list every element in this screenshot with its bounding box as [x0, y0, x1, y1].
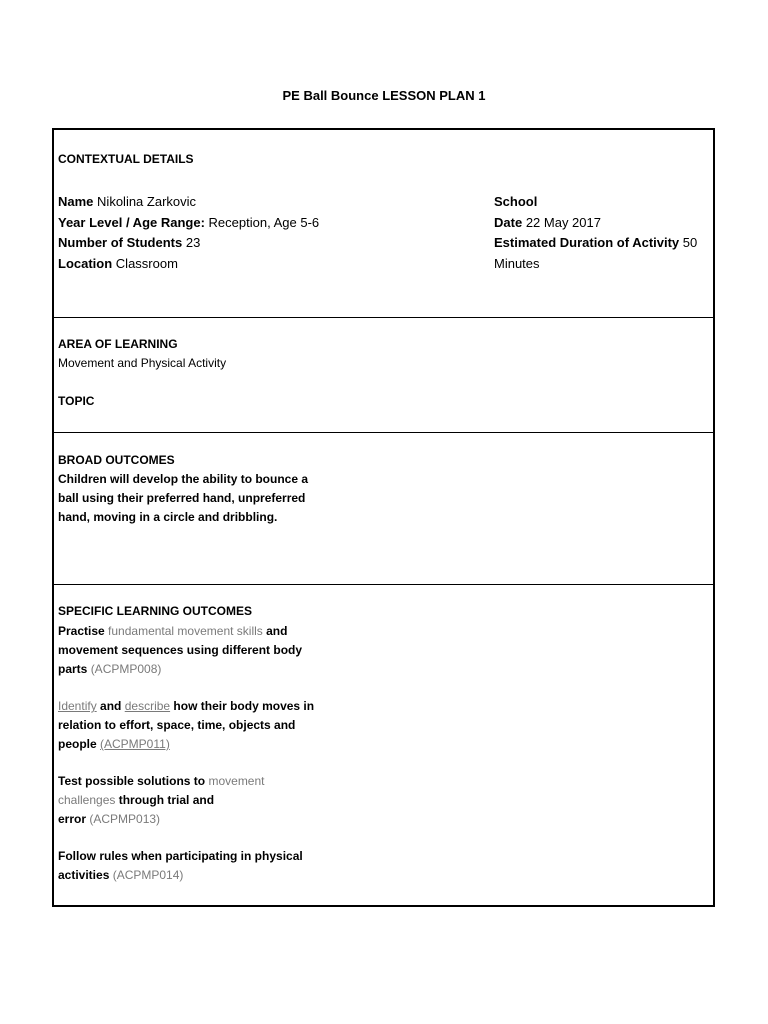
broad-outcomes-line: ball using their preferred hand, unpreferred — [58, 491, 306, 505]
date-row — [494, 213, 714, 234]
contextual-details-heading: CONTEXTUAL DETAILS — [58, 152, 194, 166]
outcome-item — [58, 772, 343, 829]
broad-outcomes-section — [54, 433, 713, 585]
location-value: Classroom — [115, 255, 178, 271]
outcome-text: error — [58, 812, 90, 826]
outcome-line — [58, 735, 343, 754]
outcome-text: parts — [58, 662, 91, 676]
students-value: 23 — [185, 235, 201, 250]
broad-outcomes-heading: BROAD OUTCOMES — [58, 453, 175, 467]
year-level-row — [58, 213, 319, 234]
contextual-right-column — [494, 192, 714, 274]
date-label: Date — [494, 214, 523, 230]
name-value: Nikolina Zarkovic — [97, 194, 197, 209]
outcome-line — [58, 772, 343, 791]
duration-value: 50 — [682, 235, 698, 250]
document-title: PE Ball Bounce LESSON PLAN 1 — [282, 88, 486, 103]
contextual-details-section — [54, 130, 713, 318]
code-acpmp013-link[interactable]: (ACPMP013) — [89, 812, 161, 826]
outcome-item — [58, 697, 343, 754]
outcome-text: people — [58, 737, 101, 751]
location-row — [58, 254, 319, 275]
specific-outcomes-section — [54, 585, 713, 905]
outcome-text: through trial and — [115, 793, 215, 807]
area-of-learning-value: Movement and Physical Activity — [58, 356, 227, 370]
topic-heading: TOPIC — [58, 394, 95, 408]
outcome-line — [58, 622, 343, 641]
name-row — [58, 192, 319, 213]
outcome-line — [58, 791, 343, 810]
duration-unit: Minutes — [494, 255, 540, 271]
specific-outcomes-heading: SPECIFIC LEARNING OUTCOMES — [58, 604, 253, 618]
code-acpmp011-link[interactable]: (ACPMP011) — [100, 737, 170, 751]
duration-label: Estimated Duration of Activity — [494, 235, 680, 250]
contextual-left-column — [58, 192, 319, 274]
outcome-line: relation to effort, space, time, objects and — [58, 718, 296, 732]
students-row — [58, 233, 319, 254]
code-acpmp008-link[interactable]: (ACPMP008) — [90, 662, 162, 676]
year-level-value: Reception, Age 5-6 — [208, 214, 320, 230]
students-label: Number of Students — [58, 235, 183, 250]
location-label: Location — [58, 255, 113, 271]
outcome-text: and — [262, 624, 288, 638]
movement-challenges-link[interactable]: challenges — [58, 793, 116, 807]
date-value: 22 May 2017 — [525, 214, 601, 230]
outcome-text: Practise — [58, 624, 109, 638]
outcome-line: Follow rules when participating in physical — [58, 849, 303, 863]
outcome-text: how their body moves in — [170, 699, 315, 713]
broad-outcomes-line: Children will develop the ability to bounce a — [58, 472, 309, 486]
movement-challenges-link[interactable]: movement — [208, 774, 265, 788]
duration-row — [494, 233, 714, 254]
outcome-item — [58, 847, 343, 885]
outcome-line — [58, 697, 343, 716]
outcome-line: movement sequences using different body — [58, 643, 303, 657]
school-label: School — [494, 194, 538, 209]
outcome-text: Test possible solutions to — [58, 774, 209, 788]
lesson-plan-table — [52, 128, 715, 907]
outcome-item — [58, 622, 343, 679]
school-row — [494, 192, 714, 213]
area-of-learning-heading: AREA OF LEARNING — [58, 337, 178, 351]
outcome-line — [58, 866, 343, 885]
fundamental-movement-skills-link[interactable]: fundamental movement skills — [108, 624, 263, 638]
identify-link[interactable]: Identify — [58, 699, 97, 713]
describe-link[interactable]: describe — [124, 699, 171, 713]
broad-outcomes-line: hand, moving in a circle and dribbling. — [58, 510, 278, 524]
outcome-line — [58, 660, 343, 679]
name-label: Name — [58, 194, 94, 209]
year-level-label: Year Level / Age Range: — [58, 214, 205, 230]
code-acpmp014-link[interactable]: (ACPMP014) — [112, 868, 184, 882]
outcome-text: activities — [58, 868, 113, 882]
area-of-learning-section — [54, 318, 713, 433]
outcome-line — [58, 810, 343, 829]
outcome-text: and — [96, 699, 125, 713]
broad-outcomes-text — [58, 470, 333, 527]
